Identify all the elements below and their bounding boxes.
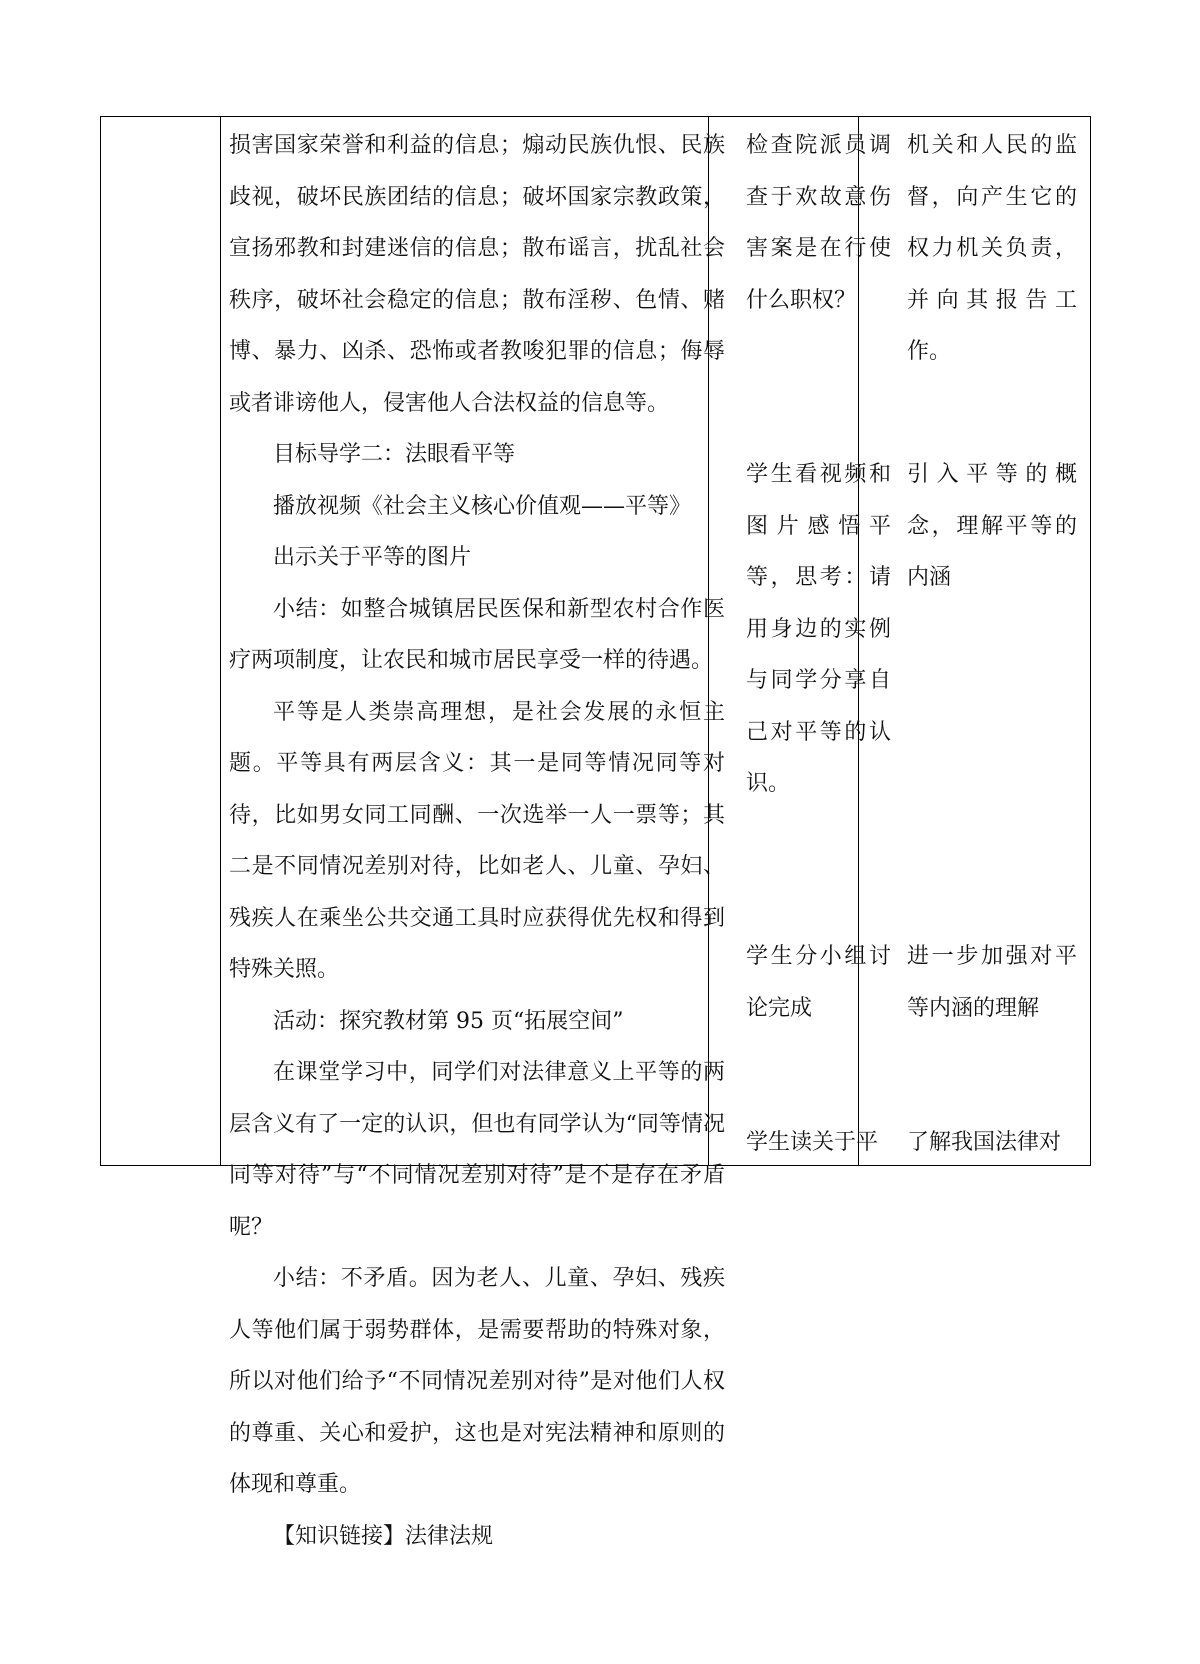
content-paragraph: 在课堂学习中，同学们对法律意义上平等的两层含义有了一定的认识，但也有同学认为“同等情况同等对待”与“不同情况差别对待”是不是存在矛盾呢？: [229, 1060, 725, 1240]
lesson-plan-table: [100, 116, 1091, 1549]
student-activity-cell: [746, 1117, 891, 1169]
activity-text: 检查院派员调查于欢故意伤害案是在行使什么职权？: [746, 133, 891, 313]
student-activity-cell: [746, 931, 891, 1034]
design-intent-cell: [907, 1117, 1077, 1169]
content-paragraph: 损害国家荣誉和利益的信息；煽动民族仇恨、民族歧视，破坏民族团结的信息；破坏国家宗教政策，宣扬邪教和封建迷信的信息；散布谣言，扰乱社会秩序，破坏社会稳定的信息；散布淫秽、色情、赌博、暴力、凶杀、恐怖或者教唆犯罪的信息；侮辱或者诽谤他人，侵害他人合法权益的信息等。: [229, 133, 725, 416]
activity-text: 学生看视频和图片感悟平等，思考：请用身边的实例与同学分享自己对平等的认识。: [746, 462, 891, 796]
intent-text: 了解我国法律对: [907, 1130, 1062, 1155]
activity-text: 学生分小组讨论完成: [746, 944, 891, 1021]
column-divider-1: [220, 117, 221, 1165]
design-intent-cell: [907, 931, 1077, 1034]
intent-text: 机关和人民的监督，向产生它的权力机关负责，并向其报告工作。: [907, 133, 1077, 364]
content-paragraph: 播放视频《社会主义核心价值观——平等》: [273, 493, 692, 519]
content-paragraph: 【知识链接】法律法规: [273, 1523, 494, 1549]
content-paragraph: 平等是人类崇高理想，是社会发展的永恒主题。平等具有两层含义：其一是同等情况同等对待，比如男女同工同酬、一次选举一人一票等；其二是不同情况差别对待，比如老人、儿童、孕妇、残疾人在乘坐公共交通工具时应获得优先权和得到特殊关照。: [229, 699, 725, 982]
content-paragraph: 活动：探究教材第 95 页“拓展空间”: [273, 1008, 624, 1034]
design-intent-cell: [907, 120, 1077, 378]
student-activity-cell: [746, 449, 891, 810]
intent-text: 进一步加强对平等内涵的理解: [907, 944, 1077, 1021]
content-paragraph: 出示关于平等的图片: [273, 545, 472, 570]
student-activity-cell: [746, 120, 891, 326]
activity-text: 学生读关于平: [746, 1130, 879, 1155]
content-paragraph: 小结：如整合城镇居民医保和新型农村合作医疗两项制度，让农民和城市居民享受一样的待遇。: [229, 596, 725, 673]
teaching-content-cell: [229, 120, 725, 1562]
content-paragraph: 小结：不矛盾。因为老人、儿童、孕妇、残疾人等他们属于弱势群体，是需要帮助的特殊对象，所以对他们给予“不同情况差别对待”是对他们人权的尊重、关心和爱护，这也是对宪法精神和原则的体现和尊重。: [229, 1266, 725, 1497]
design-intent-cell: [907, 449, 1077, 604]
section-heading: 目标导学二：法眼看平等: [273, 442, 516, 467]
intent-text: 引入平等的概念，理解平等的内涵: [907, 462, 1077, 590]
